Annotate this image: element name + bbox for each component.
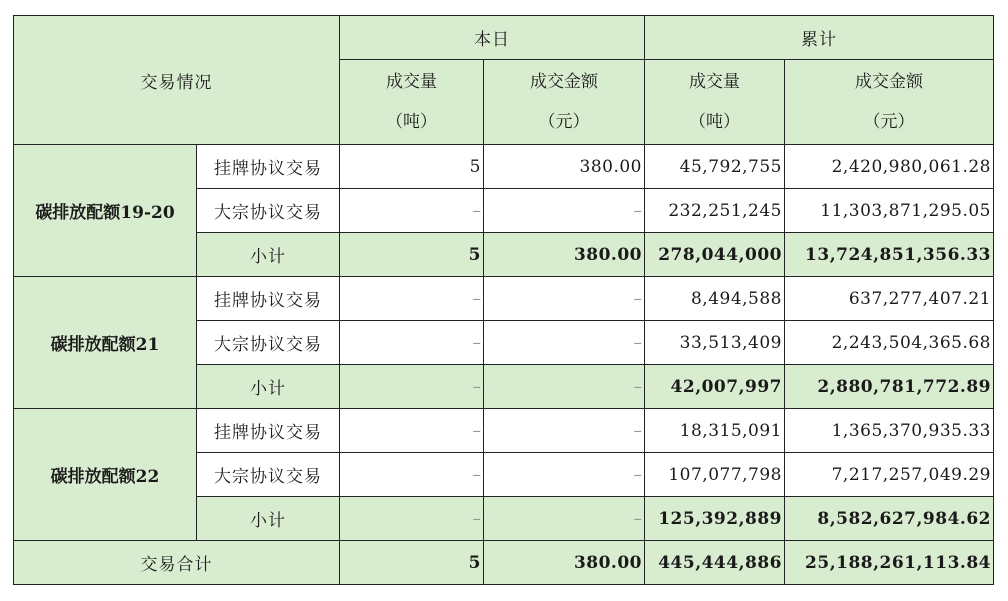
cumulative-volume: 8,494,588 [645, 277, 785, 321]
trade-type: 挂牌协议交易 [197, 145, 340, 189]
today-header: 本日 [340, 16, 645, 60]
cumulative-amount-header [785, 60, 994, 145]
today-amount: – [484, 453, 645, 497]
cumulative-volume: 42,007,997 [645, 365, 785, 409]
group-name: 碳排放配额19-20 [14, 145, 197, 277]
today-volume-header [340, 60, 484, 145]
corner-header: 交易情况 [14, 16, 340, 145]
table-row [14, 277, 994, 321]
today-volume: 5 [340, 145, 484, 189]
subtotal-label: 小计 [197, 365, 340, 409]
today-volume: – [340, 189, 484, 233]
cumulative-volume: 445,444,886 [645, 541, 785, 585]
cumulative-amount: 11,303,871,295.05 [785, 189, 994, 233]
trade-type: 大宗协议交易 [197, 189, 340, 233]
trade-type: 大宗协议交易 [197, 453, 340, 497]
trade-type: 挂牌协议交易 [197, 277, 340, 321]
cumulative-volume: 125,392,889 [645, 497, 785, 541]
cumulative-amount: 1,365,370,935.33 [785, 409, 994, 453]
today-volume: 5 [340, 541, 484, 585]
today-amount: – [484, 497, 645, 541]
volume-label: 成交量 [386, 72, 437, 92]
today-volume: – [340, 453, 484, 497]
group-name: 碳排放配额22 [14, 409, 197, 541]
amount-label: 成交金额 [530, 72, 598, 92]
trade-type: 挂牌协议交易 [197, 409, 340, 453]
today-amount: – [484, 321, 645, 365]
cumulative-volume: 278,044,000 [645, 233, 785, 277]
table-row [14, 145, 994, 189]
total-row [14, 541, 994, 585]
volume-unit: （吨） [386, 112, 437, 132]
carbon-trading-table [13, 15, 994, 585]
cumulative-volume-header [645, 60, 785, 145]
today-amount: – [484, 277, 645, 321]
today-volume: – [340, 365, 484, 409]
cumulative-amount: 2,420,980,061.28 [785, 145, 994, 189]
subtotal-label: 小计 [197, 497, 340, 541]
volume-unit: （吨） [689, 112, 740, 132]
cumulative-amount: 7,217,257,049.29 [785, 453, 994, 497]
today-volume: – [340, 277, 484, 321]
today-volume: – [340, 497, 484, 541]
today-amount: 380.00 [484, 541, 645, 585]
cumulative-amount: 13,724,851,356.33 [785, 233, 994, 277]
cumulative-volume: 45,792,755 [645, 145, 785, 189]
cumulative-volume: 232,251,245 [645, 189, 785, 233]
today-amount-header [484, 60, 645, 145]
volume-label: 成交量 [689, 72, 740, 92]
cumulative-volume: 33,513,409 [645, 321, 785, 365]
today-amount: – [484, 409, 645, 453]
amount-unit: （元） [863, 112, 915, 132]
cumulative-volume: 107,077,798 [645, 453, 785, 497]
amount-unit: （元） [538, 112, 590, 132]
cumulative-amount: 2,243,504,365.68 [785, 321, 994, 365]
cumulative-amount: 8,582,627,984.62 [785, 497, 994, 541]
total-label: 交易合计 [14, 541, 340, 585]
today-volume: – [340, 409, 484, 453]
today-amount: – [484, 365, 645, 409]
table-row [14, 409, 994, 453]
today-volume: – [340, 321, 484, 365]
cumulative-volume: 18,315,091 [645, 409, 785, 453]
today-volume: 5 [340, 233, 484, 277]
today-amount: – [484, 189, 645, 233]
trade-type: 大宗协议交易 [197, 321, 340, 365]
amount-label: 成交金额 [855, 72, 923, 92]
group-name: 碳排放配额21 [14, 277, 197, 409]
cumulative-header: 累计 [645, 16, 994, 60]
today-amount: 380.00 [484, 233, 645, 277]
cumulative-amount: 25,188,261,113.84 [785, 541, 994, 585]
subtotal-label: 小计 [197, 233, 340, 277]
cumulative-amount: 637,277,407.21 [785, 277, 994, 321]
cumulative-amount: 2,880,781,772.89 [785, 365, 994, 409]
today-amount: 380.00 [484, 145, 645, 189]
